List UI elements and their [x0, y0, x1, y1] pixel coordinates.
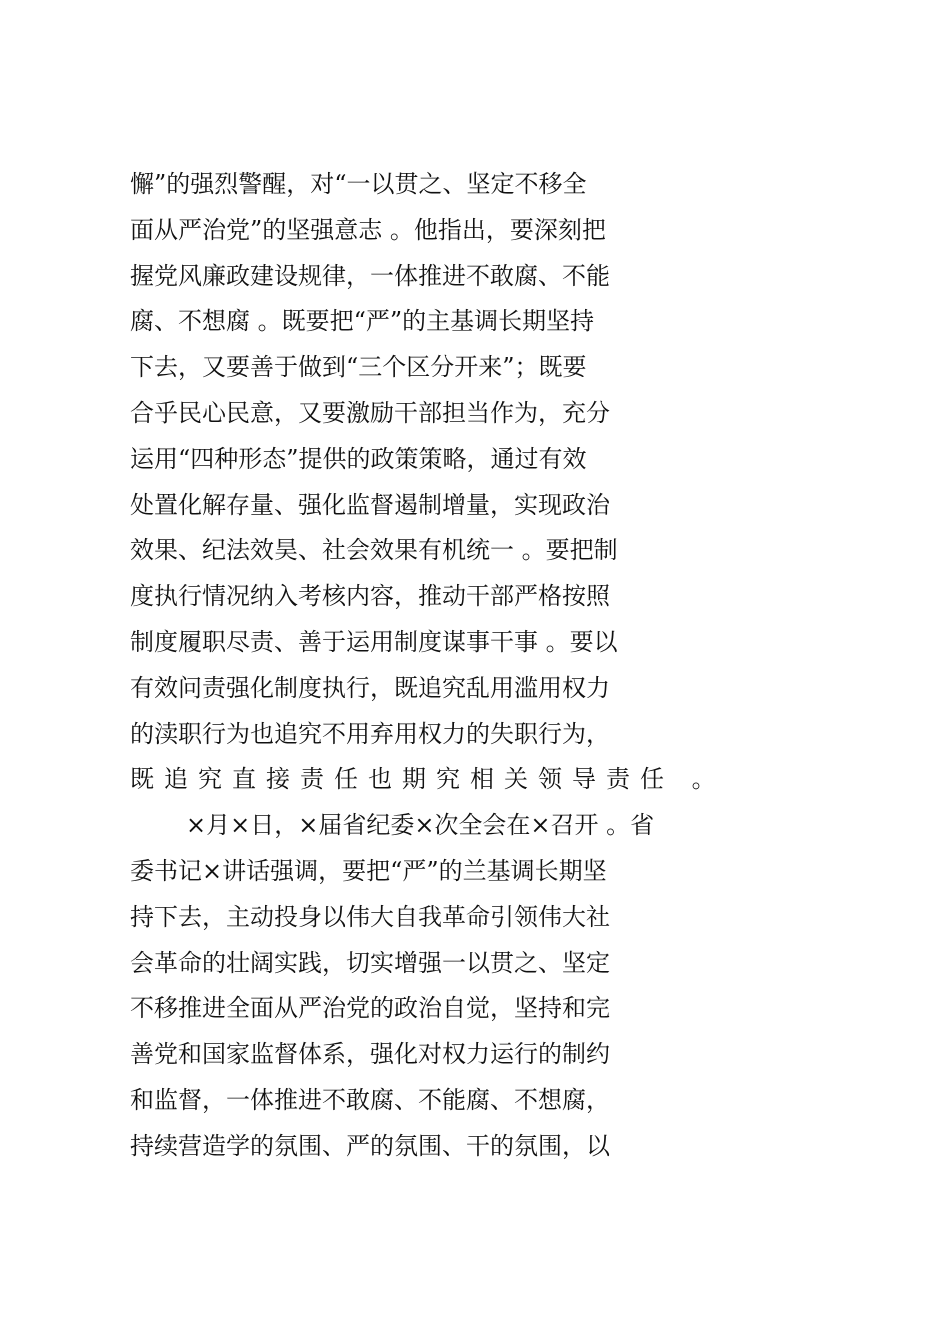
text-line: 合乎民心民意，又要激励干部担当作为，充分 — [130, 398, 610, 427]
text-line: 的渎职行为也追究不用弃用权力的失职行为， — [130, 719, 610, 748]
text-line: 度执行情况纳入考核内容，推动干部严格按照 — [130, 582, 610, 611]
text-line: 懈”的强烈警醒，对“一以贯之、坚定不移全 — [130, 170, 587, 198]
text-line: 处置化解存量、强化监督遏制增量，实现政治 — [130, 490, 610, 519]
text-line: 握党风廉政建设规律，一体推进不敢腐、不能 — [130, 261, 610, 290]
text-line: 有效问责强化制度执行，既追究乱用滥用权力 — [130, 673, 610, 702]
text-line: 和监督，一体推进不敢腐、不能腐、不想腐， — [130, 1085, 610, 1114]
text-line: 不移推进全面从严治党的政治自觉，坚持和完 — [130, 994, 610, 1023]
text-line: 效果、纪法效昊、社会效果有机统一 。要把制 — [130, 536, 618, 565]
text-line: 会革命的壮阔实践，切实增强一以贯之、坚定 — [130, 948, 610, 977]
text-line: 持下去，主动投身以伟大自我革命引领伟大社 — [130, 902, 610, 931]
text-line: 持续营造学的氛围、严的氛围、干的氛围，以 — [130, 1131, 610, 1160]
text-line: 下去，又要善于做到“三个区分开来”；既要 — [130, 353, 587, 382]
text-line: 委书记×讲话强调，要把“严”的兰基调长期坚 — [130, 856, 607, 885]
text-line: 制度履职尽责、善于运用制度谋事干事 。要以 — [130, 627, 618, 656]
body-text — [130, 162, 822, 1170]
paragraph-first-line: ×月×日，×届省纪委×次全会在×召开 。省 — [186, 811, 655, 840]
text-line: 善党和国家监督体系，强化对权力运行的制约 — [130, 1040, 610, 1069]
text-line: 腐、不想腐 。既要把“严”的主基调长期坚持 — [130, 307, 595, 336]
text-line: 面从严治党”的坚强意志 。他指出，要深刻把 — [130, 215, 606, 244]
text-line: 运用“四种形态”提供的政策策略，通过有效 — [130, 444, 587, 473]
paragraph-end-line: 既追究直接责任也期究相关领导责任 。 — [130, 765, 726, 794]
